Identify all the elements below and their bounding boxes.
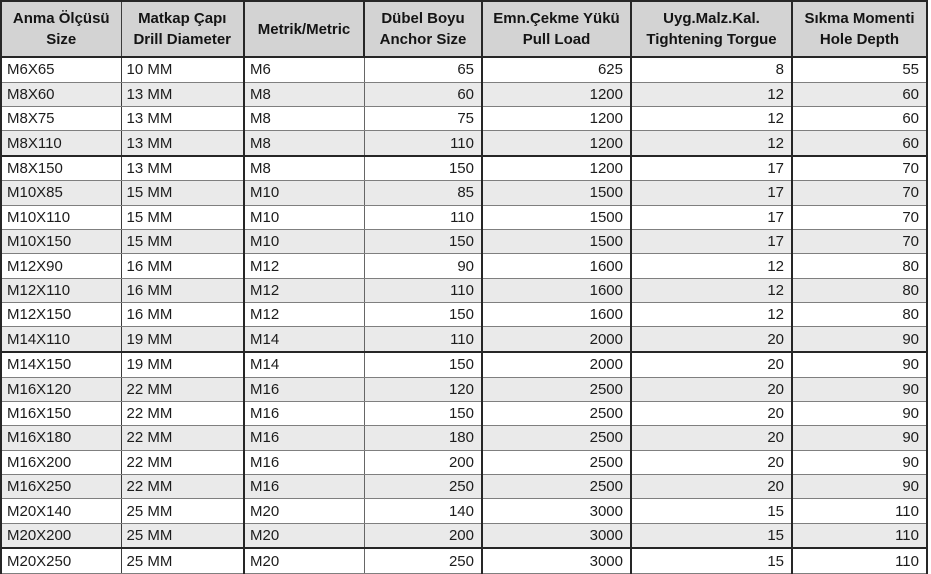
cell-size: M8X60 [1, 82, 121, 106]
cell-tightening_torque: 17 [631, 205, 792, 229]
cell-anchor_size: 90 [364, 254, 482, 278]
col-header-label-tr: Uyg.Malz.Kal. [663, 10, 760, 27]
cell-tightening_torque: 20 [631, 377, 792, 401]
cell-pull_load: 2000 [482, 352, 631, 377]
cell-metric: M6 [244, 57, 364, 82]
table-row [1, 401, 927, 425]
table-row [1, 106, 927, 130]
col-header-label-tr: Metrik/Metric [257, 20, 351, 38]
cell-size: M12X90 [1, 254, 121, 278]
cell-pull_load: 1500 [482, 181, 631, 205]
cell-size: M16X150 [1, 401, 121, 425]
col-header-label-en: Drill Diameter [133, 31, 232, 48]
cell-tightening_torque: 12 [631, 82, 792, 106]
cell-tightening_torque: 20 [631, 352, 792, 377]
cell-metric: M8 [244, 131, 364, 156]
table-row [1, 156, 927, 181]
cell-pull_load: 2500 [482, 401, 631, 425]
cell-drill_diameter: 19 MM [121, 352, 244, 377]
cell-metric: M14 [244, 352, 364, 377]
cell-pull_load: 1600 [482, 254, 631, 278]
col-header-size [1, 1, 121, 57]
cell-pull_load: 1600 [482, 278, 631, 302]
cell-drill_diameter: 15 MM [121, 230, 244, 254]
cell-metric: M16 [244, 450, 364, 474]
table-row [1, 82, 927, 106]
table-row [1, 450, 927, 474]
cell-size: M6X65 [1, 57, 121, 82]
cell-pull_load: 625 [482, 57, 631, 82]
cell-size: M10X110 [1, 205, 121, 229]
cell-hole_depth: 110 [792, 548, 927, 573]
header-row [1, 1, 927, 57]
cell-hole_depth: 110 [792, 523, 927, 548]
cell-metric: M16 [244, 474, 364, 498]
cell-pull_load: 1600 [482, 303, 631, 327]
table-body [1, 57, 927, 574]
cell-anchor_size: 65 [364, 57, 482, 82]
cell-drill_diameter: 13 MM [121, 156, 244, 181]
cell-hole_depth: 60 [792, 106, 927, 130]
cell-pull_load: 1500 [482, 230, 631, 254]
cell-tightening_torque: 20 [631, 450, 792, 474]
cell-hole_depth: 110 [792, 499, 927, 523]
cell-tightening_torque: 12 [631, 278, 792, 302]
cell-tightening_torque: 20 [631, 401, 792, 425]
cell-tightening_torque: 12 [631, 303, 792, 327]
cell-hole_depth: 70 [792, 205, 927, 229]
cell-pull_load: 2000 [482, 327, 631, 352]
cell-hole_depth: 90 [792, 474, 927, 498]
cell-pull_load: 1200 [482, 131, 631, 156]
cell-drill_diameter: 22 MM [121, 426, 244, 450]
cell-anchor_size: 150 [364, 401, 482, 425]
table-row [1, 230, 927, 254]
cell-size: M12X150 [1, 303, 121, 327]
cell-size: M16X120 [1, 377, 121, 401]
table-row [1, 254, 927, 278]
table-row [1, 327, 927, 352]
cell-size: M8X75 [1, 106, 121, 130]
col-header-label-tr: Anma Ölçüsü [12, 10, 110, 27]
col-header-label-tr: Sıkma Momenti [804, 10, 915, 27]
cell-metric: M14 [244, 327, 364, 352]
cell-drill_diameter: 22 MM [121, 474, 244, 498]
cell-size: M10X150 [1, 230, 121, 254]
cell-metric: M8 [244, 106, 364, 130]
cell-tightening_torque: 17 [631, 156, 792, 181]
table-row [1, 499, 927, 523]
cell-metric: M16 [244, 426, 364, 450]
table-row [1, 57, 927, 82]
cell-drill_diameter: 15 MM [121, 181, 244, 205]
cell-drill_diameter: 25 MM [121, 499, 244, 523]
cell-drill_diameter: 22 MM [121, 450, 244, 474]
cell-metric: M16 [244, 377, 364, 401]
cell-anchor_size: 200 [364, 450, 482, 474]
table-row [1, 377, 927, 401]
cell-anchor_size: 75 [364, 106, 482, 130]
col-header-drill_diameter [121, 1, 244, 57]
cell-drill_diameter: 16 MM [121, 278, 244, 302]
col-header-label-tr: Matkap Çapı [138, 10, 227, 27]
cell-pull_load: 3000 [482, 523, 631, 548]
cell-size: M16X200 [1, 450, 121, 474]
cell-anchor_size: 150 [364, 303, 482, 327]
cell-hole_depth: 90 [792, 450, 927, 474]
cell-tightening_torque: 20 [631, 327, 792, 352]
cell-anchor_size: 180 [364, 426, 482, 450]
col-header-label-en: Tightening Torgue [646, 31, 777, 48]
col-header-label-en: Size [46, 31, 77, 48]
cell-hole_depth: 70 [792, 230, 927, 254]
cell-drill_diameter: 13 MM [121, 106, 244, 130]
cell-pull_load: 2500 [482, 450, 631, 474]
col-header-label-en: Anchor Size [379, 31, 467, 48]
cell-tightening_torque: 8 [631, 57, 792, 82]
col-header-label-en: Hole Depth [819, 31, 900, 48]
cell-hole_depth: 55 [792, 57, 927, 82]
cell-pull_load: 1200 [482, 82, 631, 106]
cell-size: M14X150 [1, 352, 121, 377]
cell-tightening_torque: 17 [631, 230, 792, 254]
cell-pull_load: 2500 [482, 474, 631, 498]
cell-drill_diameter: 16 MM [121, 254, 244, 278]
col-header-tightening_torque [631, 1, 792, 57]
cell-hole_depth: 90 [792, 377, 927, 401]
cell-metric: M20 [244, 523, 364, 548]
table-row [1, 131, 927, 156]
cell-metric: M16 [244, 401, 364, 425]
cell-anchor_size: 110 [364, 327, 482, 352]
cell-drill_diameter: 13 MM [121, 82, 244, 106]
cell-hole_depth: 90 [792, 327, 927, 352]
cell-hole_depth: 90 [792, 352, 927, 377]
col-header-anchor_size [364, 1, 482, 57]
cell-hole_depth: 60 [792, 82, 927, 106]
col-header-hole_depth [792, 1, 927, 57]
cell-hole_depth: 60 [792, 131, 927, 156]
cell-size: M10X85 [1, 181, 121, 205]
cell-hole_depth: 90 [792, 401, 927, 425]
col-header-label-en: Pull Load [522, 31, 591, 48]
cell-drill_diameter: 22 MM [121, 401, 244, 425]
cell-size: M20X250 [1, 548, 121, 573]
cell-drill_diameter: 22 MM [121, 377, 244, 401]
cell-tightening_torque: 15 [631, 523, 792, 548]
col-header-metric [244, 1, 364, 57]
cell-anchor_size: 200 [364, 523, 482, 548]
col-header-label-tr: Emn.Çekme Yükü [493, 10, 620, 27]
cell-metric: M12 [244, 303, 364, 327]
cell-pull_load: 3000 [482, 548, 631, 573]
cell-tightening_torque: 12 [631, 131, 792, 156]
cell-tightening_torque: 12 [631, 106, 792, 130]
table-row [1, 181, 927, 205]
cell-anchor_size: 110 [364, 131, 482, 156]
cell-metric: M10 [244, 205, 364, 229]
cell-drill_diameter: 10 MM [121, 57, 244, 82]
cell-drill_diameter: 25 MM [121, 523, 244, 548]
cell-anchor_size: 85 [364, 181, 482, 205]
cell-anchor_size: 110 [364, 205, 482, 229]
col-header-pull_load [482, 1, 631, 57]
cell-size: M14X110 [1, 327, 121, 352]
table-row [1, 303, 927, 327]
cell-pull_load: 2500 [482, 426, 631, 450]
cell-anchor_size: 150 [364, 352, 482, 377]
cell-hole_depth: 80 [792, 303, 927, 327]
cell-anchor_size: 120 [364, 377, 482, 401]
cell-size: M20X200 [1, 523, 121, 548]
cell-drill_diameter: 13 MM [121, 131, 244, 156]
cell-anchor_size: 150 [364, 230, 482, 254]
cell-hole_depth: 70 [792, 156, 927, 181]
cell-pull_load: 3000 [482, 499, 631, 523]
cell-pull_load: 1200 [482, 106, 631, 130]
table-row [1, 205, 927, 229]
cell-tightening_torque: 20 [631, 474, 792, 498]
cell-anchor_size: 140 [364, 499, 482, 523]
cell-anchor_size: 110 [364, 278, 482, 302]
cell-metric: M10 [244, 230, 364, 254]
cell-hole_depth: 80 [792, 278, 927, 302]
cell-hole_depth: 70 [792, 181, 927, 205]
cell-size: M8X150 [1, 156, 121, 181]
col-header-label-tr: Dübel Boyu [381, 10, 465, 27]
cell-anchor_size: 250 [364, 548, 482, 573]
cell-metric: M12 [244, 278, 364, 302]
table-row [1, 278, 927, 302]
table-row [1, 352, 927, 377]
cell-drill_diameter: 19 MM [121, 327, 244, 352]
cell-anchor_size: 250 [364, 474, 482, 498]
cell-hole_depth: 80 [792, 254, 927, 278]
cell-metric: M10 [244, 181, 364, 205]
cell-pull_load: 1500 [482, 205, 631, 229]
table-row [1, 426, 927, 450]
cell-metric: M8 [244, 82, 364, 106]
cell-tightening_torque: 15 [631, 499, 792, 523]
cell-pull_load: 1200 [482, 156, 631, 181]
cell-drill_diameter: 25 MM [121, 548, 244, 573]
cell-pull_load: 2500 [482, 377, 631, 401]
cell-size: M12X110 [1, 278, 121, 302]
cell-metric: M20 [244, 548, 364, 573]
cell-size: M16X250 [1, 474, 121, 498]
cell-anchor_size: 60 [364, 82, 482, 106]
cell-drill_diameter: 15 MM [121, 205, 244, 229]
cell-tightening_torque: 15 [631, 548, 792, 573]
cell-tightening_torque: 12 [631, 254, 792, 278]
table-row [1, 474, 927, 498]
table-row [1, 523, 927, 548]
cell-metric: M8 [244, 156, 364, 181]
cell-hole_depth: 90 [792, 426, 927, 450]
cell-metric: M20 [244, 499, 364, 523]
cell-anchor_size: 150 [364, 156, 482, 181]
cell-size: M16X180 [1, 426, 121, 450]
cell-tightening_torque: 20 [631, 426, 792, 450]
cell-size: M8X110 [1, 131, 121, 156]
table-row [1, 548, 927, 573]
cell-metric: M12 [244, 254, 364, 278]
cell-drill_diameter: 16 MM [121, 303, 244, 327]
table-header [1, 1, 927, 57]
cell-size: M20X140 [1, 499, 121, 523]
cell-tightening_torque: 17 [631, 181, 792, 205]
